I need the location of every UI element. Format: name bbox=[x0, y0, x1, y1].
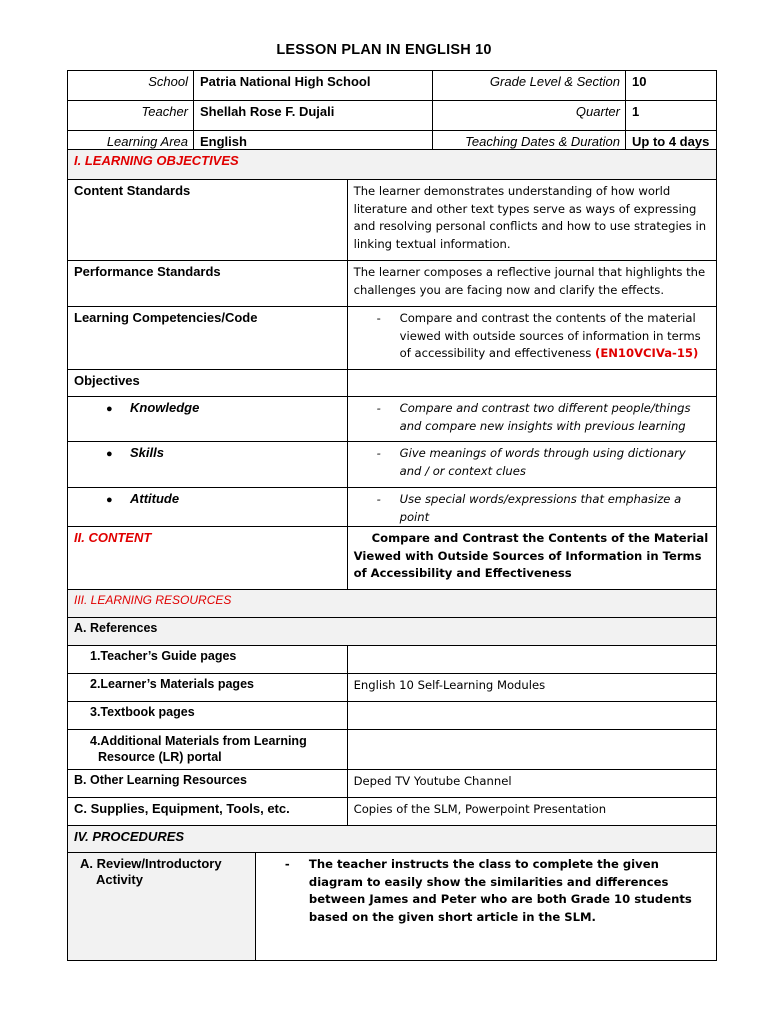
review-cell bbox=[255, 853, 716, 961]
bullet-icon: ● bbox=[106, 494, 113, 506]
quarter-value: 1 bbox=[626, 101, 717, 131]
attitude-cell bbox=[347, 488, 716, 527]
content-standards-label: Content Standards bbox=[68, 180, 348, 261]
tg-label: 1.Teacher’s Guide pages bbox=[68, 646, 348, 674]
attitude-text: Use special words/expressions that emphasize a point bbox=[399, 492, 682, 524]
attitude-row-label bbox=[68, 488, 348, 527]
knowledge-text: Compare and contrast two different people/things and compare new insights with previous learning bbox=[399, 401, 691, 433]
grade-value: 10 bbox=[626, 71, 717, 101]
objectives-empty-cell bbox=[347, 370, 716, 397]
review-text: The teacher instructs the class to complete the given diagram to easily show the similarities and differences between James and Peter who are both Grade 10 students based on the given short article in the SLM. bbox=[308, 857, 692, 924]
teacher-value: Shellah Rose F. Dujali bbox=[194, 101, 433, 131]
dash-marker: - bbox=[376, 311, 381, 325]
tg-value bbox=[347, 646, 716, 674]
am-label: 4.Additional Materials from Learning Resource (LR) portal bbox=[68, 730, 348, 770]
tb-value bbox=[347, 702, 716, 730]
performance-standards-label: Performance Standards bbox=[68, 261, 348, 307]
review-label-cell bbox=[68, 853, 256, 961]
quarter-label: Quarter bbox=[433, 101, 626, 131]
dash-marker: - bbox=[284, 857, 290, 871]
review-label: A. Review/Introductory Activity bbox=[80, 856, 222, 887]
competencies-code: (EN10VCIVa-15) bbox=[595, 346, 699, 360]
school-label: School bbox=[68, 71, 194, 101]
knowledge-label: Knowledge bbox=[130, 400, 200, 415]
bullet-icon: ● bbox=[106, 403, 113, 415]
competencies-text: Compare and contrast the contents of the material viewed with outside sources of information in terms of accessibility and effectiveness bbox=[399, 311, 701, 360]
dash-marker: - bbox=[376, 401, 381, 415]
skills-label: Skills bbox=[130, 445, 164, 460]
area-value: English bbox=[194, 131, 433, 161]
dates-label: Teaching Dates & Duration bbox=[433, 131, 626, 161]
skills-text: Give meanings of words through using dictionary and / or context clues bbox=[399, 446, 686, 478]
header-table bbox=[67, 70, 717, 161]
lesson-table bbox=[67, 149, 717, 961]
skills-row-label bbox=[68, 442, 348, 488]
competencies-cell bbox=[347, 307, 716, 370]
objectives-label: Objectives bbox=[68, 370, 348, 397]
grade-label: Grade Level & Section bbox=[433, 71, 626, 101]
other-value: Deped TV Youtube Channel bbox=[347, 770, 716, 798]
dash-marker: - bbox=[376, 492, 381, 506]
content-text: Compare and Contrast the Contents of the Material Viewed with Outside Sources of Information in Terms of Accessibility and Effectiveness bbox=[347, 527, 716, 590]
area-label: Learning Area bbox=[68, 131, 194, 161]
school-value: Patria National High School bbox=[194, 71, 433, 101]
am-value bbox=[347, 730, 716, 770]
skills-cell bbox=[347, 442, 716, 488]
performance-standards-text: The learner composes a reflective journal that highlights the challenges you are facing now and clarify the effects. bbox=[347, 261, 716, 307]
tb-label: 3.Textbook pages bbox=[68, 702, 348, 730]
procedures-heading: IV. PROCEDURES bbox=[68, 826, 717, 853]
supplies-value: Copies of the SLM, Powerpoint Presentation bbox=[347, 798, 716, 826]
attitude-label: Attitude bbox=[130, 491, 180, 506]
objectives-heading: I. LEARNING OBJECTIVES bbox=[68, 150, 717, 180]
other-label: B. Other Learning Resources bbox=[68, 770, 348, 798]
lm-label: 2.Learner’s Materials pages bbox=[68, 674, 348, 702]
content-standards-text: The learner demonstrates understanding of how world literature and other text types serve as ways of expressing and resolving personal conflicts and how to use strategies in linking textual information. bbox=[347, 180, 716, 261]
teacher-label: Teacher bbox=[68, 101, 194, 131]
competencies-label: Learning Competencies/Code bbox=[68, 307, 348, 370]
resources-heading: III. LEARNING RESOURCES bbox=[68, 590, 717, 618]
knowledge-cell bbox=[347, 397, 716, 442]
bullet-icon: ● bbox=[106, 448, 113, 460]
lm-value: English 10 Self-Learning Modules bbox=[347, 674, 716, 702]
page-title: LESSON PLAN IN ENGLISH 10 bbox=[276, 42, 492, 58]
knowledge-row-label bbox=[68, 397, 348, 442]
dash-marker: - bbox=[376, 446, 381, 460]
supplies-label: C. Supplies, Equipment, Tools, etc. bbox=[68, 798, 348, 826]
references-label: A. References bbox=[68, 618, 717, 646]
content-heading: II. CONTENT bbox=[68, 527, 348, 590]
dates-value: Up to 4 days bbox=[626, 131, 717, 161]
